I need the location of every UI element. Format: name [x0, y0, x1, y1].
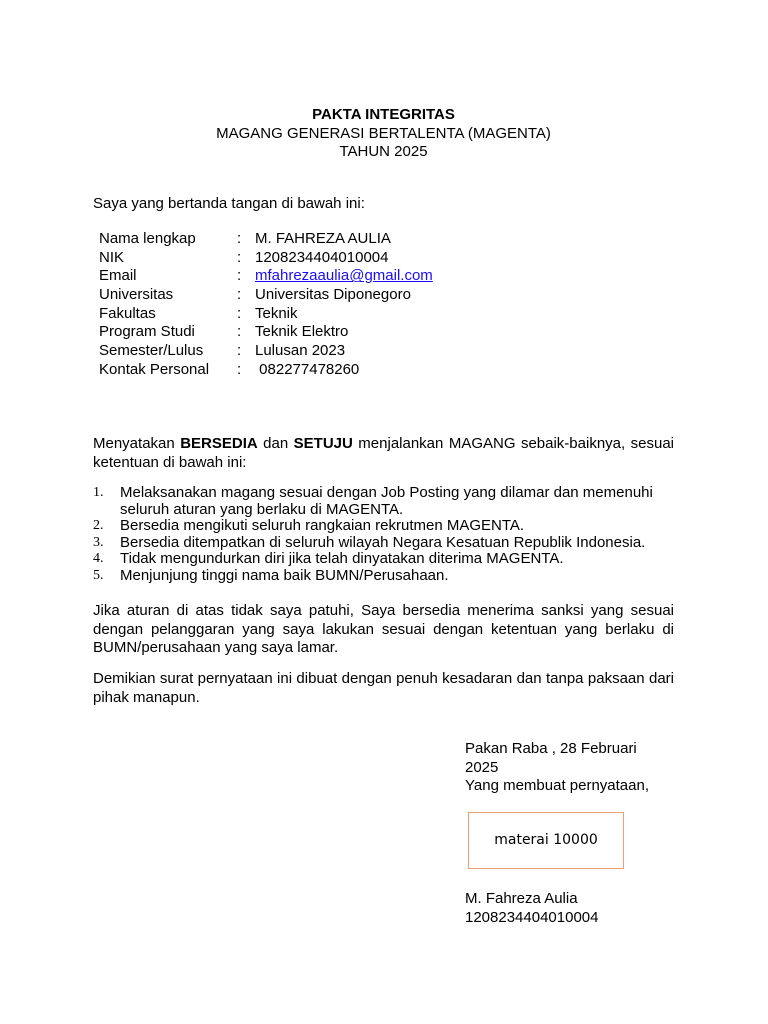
info-label: Fakultas	[99, 304, 156, 322]
place-date-line-1: Pakan Raba , 28 Februari	[465, 740, 637, 757]
info-value-semester: Lulusan 2023	[255, 342, 346, 360]
list-item	[93, 485, 674, 518]
info-separator: :	[237, 248, 242, 266]
info-separator: :	[237, 360, 242, 378]
email-link[interactable]: mfahrezaaulia@gmail.com	[255, 267, 433, 285]
signer-nik: 1208234404010004	[465, 908, 599, 926]
info-label: Nama lengkap	[99, 230, 196, 247]
maker-label: Yang membuat pernyataan,	[465, 777, 650, 794]
stamp-label: materai 10000	[494, 832, 598, 849]
info-label: Program Studi	[99, 323, 195, 341]
list-item	[93, 535, 674, 552]
list-item	[93, 568, 674, 585]
info-separator: :	[237, 342, 242, 360]
info-label: Kontak Personal	[99, 360, 210, 378]
info-row-university	[99, 286, 433, 305]
list-text: Bersedia ditempatkan di seluruh wilayah Negara Kesatuan Republik Indonesia.	[120, 533, 646, 551]
list-item	[93, 518, 674, 535]
statement-bold-bersedia: BERSEDIA	[180, 435, 258, 452]
info-value-contact: 082277478260	[255, 360, 360, 378]
info-label: Semester/Lulus	[99, 342, 204, 360]
info-label: Universitas	[99, 286, 174, 304]
info-row-name	[99, 230, 433, 249]
list-number: 2.	[93, 518, 104, 533]
statement-mid: dan	[257, 435, 294, 452]
statement-pre: Menyatakan	[93, 435, 181, 452]
closing-paragraph: Demikian surat pernyataan ini dibuat dengan penuh kesadaran dan tanpa paksaan dari pihak manapun.	[93, 670, 674, 706]
list-item	[93, 551, 674, 568]
info-label: NIK	[99, 248, 125, 266]
list-text: Tidak mengundurkan diri jika telah dinyatakan diterima MAGENTA.	[120, 550, 564, 567]
info-row-study-program	[99, 323, 433, 342]
info-value-name: M. FAHREZA AULIA	[255, 230, 391, 247]
info-separator: :	[237, 286, 242, 304]
info-separator: :	[237, 230, 242, 247]
info-row-contact	[99, 361, 433, 380]
info-label: Email	[99, 267, 137, 285]
info-value-study-program: Teknik Elektro	[255, 323, 349, 341]
info-row-nik	[99, 249, 433, 268]
signer-block	[465, 890, 598, 927]
info-value-university: Universitas Diponegoro	[255, 286, 411, 304]
info-separator: :	[237, 267, 242, 285]
signature-block	[465, 740, 665, 796]
info-value-email-cell	[255, 267, 433, 286]
terms-list	[93, 485, 674, 584]
document-subtitle: MAGANG GENERASI BERTALENTA (MAGENTA)	[216, 124, 551, 142]
sanction-paragraph: Jika aturan di atas tidak saya patuhi, Saya bersedia menerima sanksi yang sesuai dengan pelanggaran yang saya lakukan sesuai dengan ketentuan yang berlaku di BUMN/perusahaan yang saya lamar.	[93, 602, 674, 656]
document-year: TAHUN 2025	[339, 143, 428, 160]
statement-post: menjalankan MAGANG sebaik-baiknya, sesuai ketentuan di bawah ini:	[93, 435, 674, 471]
signer-name: M. Fahreza Aulia	[465, 890, 578, 907]
document-title: PAKTA INTEGRITAS	[312, 106, 455, 123]
info-value-faculty: Teknik	[255, 304, 298, 322]
info-value-nik: 1208234404010004	[255, 248, 389, 266]
list-text: Menjunjung tinggi nama baik BUMN/Perusahaan.	[120, 566, 449, 584]
statement-bold-setuju: SETUJU	[293, 435, 353, 452]
list-number: 3.	[93, 534, 104, 550]
document-header	[93, 106, 674, 162]
info-row-faculty	[99, 305, 433, 324]
list-number: 4.	[93, 551, 104, 566]
info-row-semester	[99, 342, 433, 361]
personal-info-table	[99, 230, 433, 380]
list-number: 5.	[93, 567, 104, 583]
stamp-box	[468, 812, 624, 869]
info-separator: :	[237, 304, 242, 322]
statement-paragraph	[93, 435, 674, 472]
info-row-email	[99, 267, 433, 286]
list-number: 1.	[93, 485, 104, 500]
list-text: Melaksanakan magang sesuai dengan Job Posting yang dilamar dan memenuhi seluruh aturan yang berlaku di MAGENTA.	[120, 484, 653, 518]
info-separator: :	[237, 323, 242, 341]
place-date-line-2: 2025	[465, 758, 499, 776]
list-text: Bersedia mengikuti seluruh rangkaian rekrutmen MAGENTA.	[120, 517, 525, 534]
intro-text: Saya yang bertanda tangan di bawah ini:	[93, 195, 365, 212]
